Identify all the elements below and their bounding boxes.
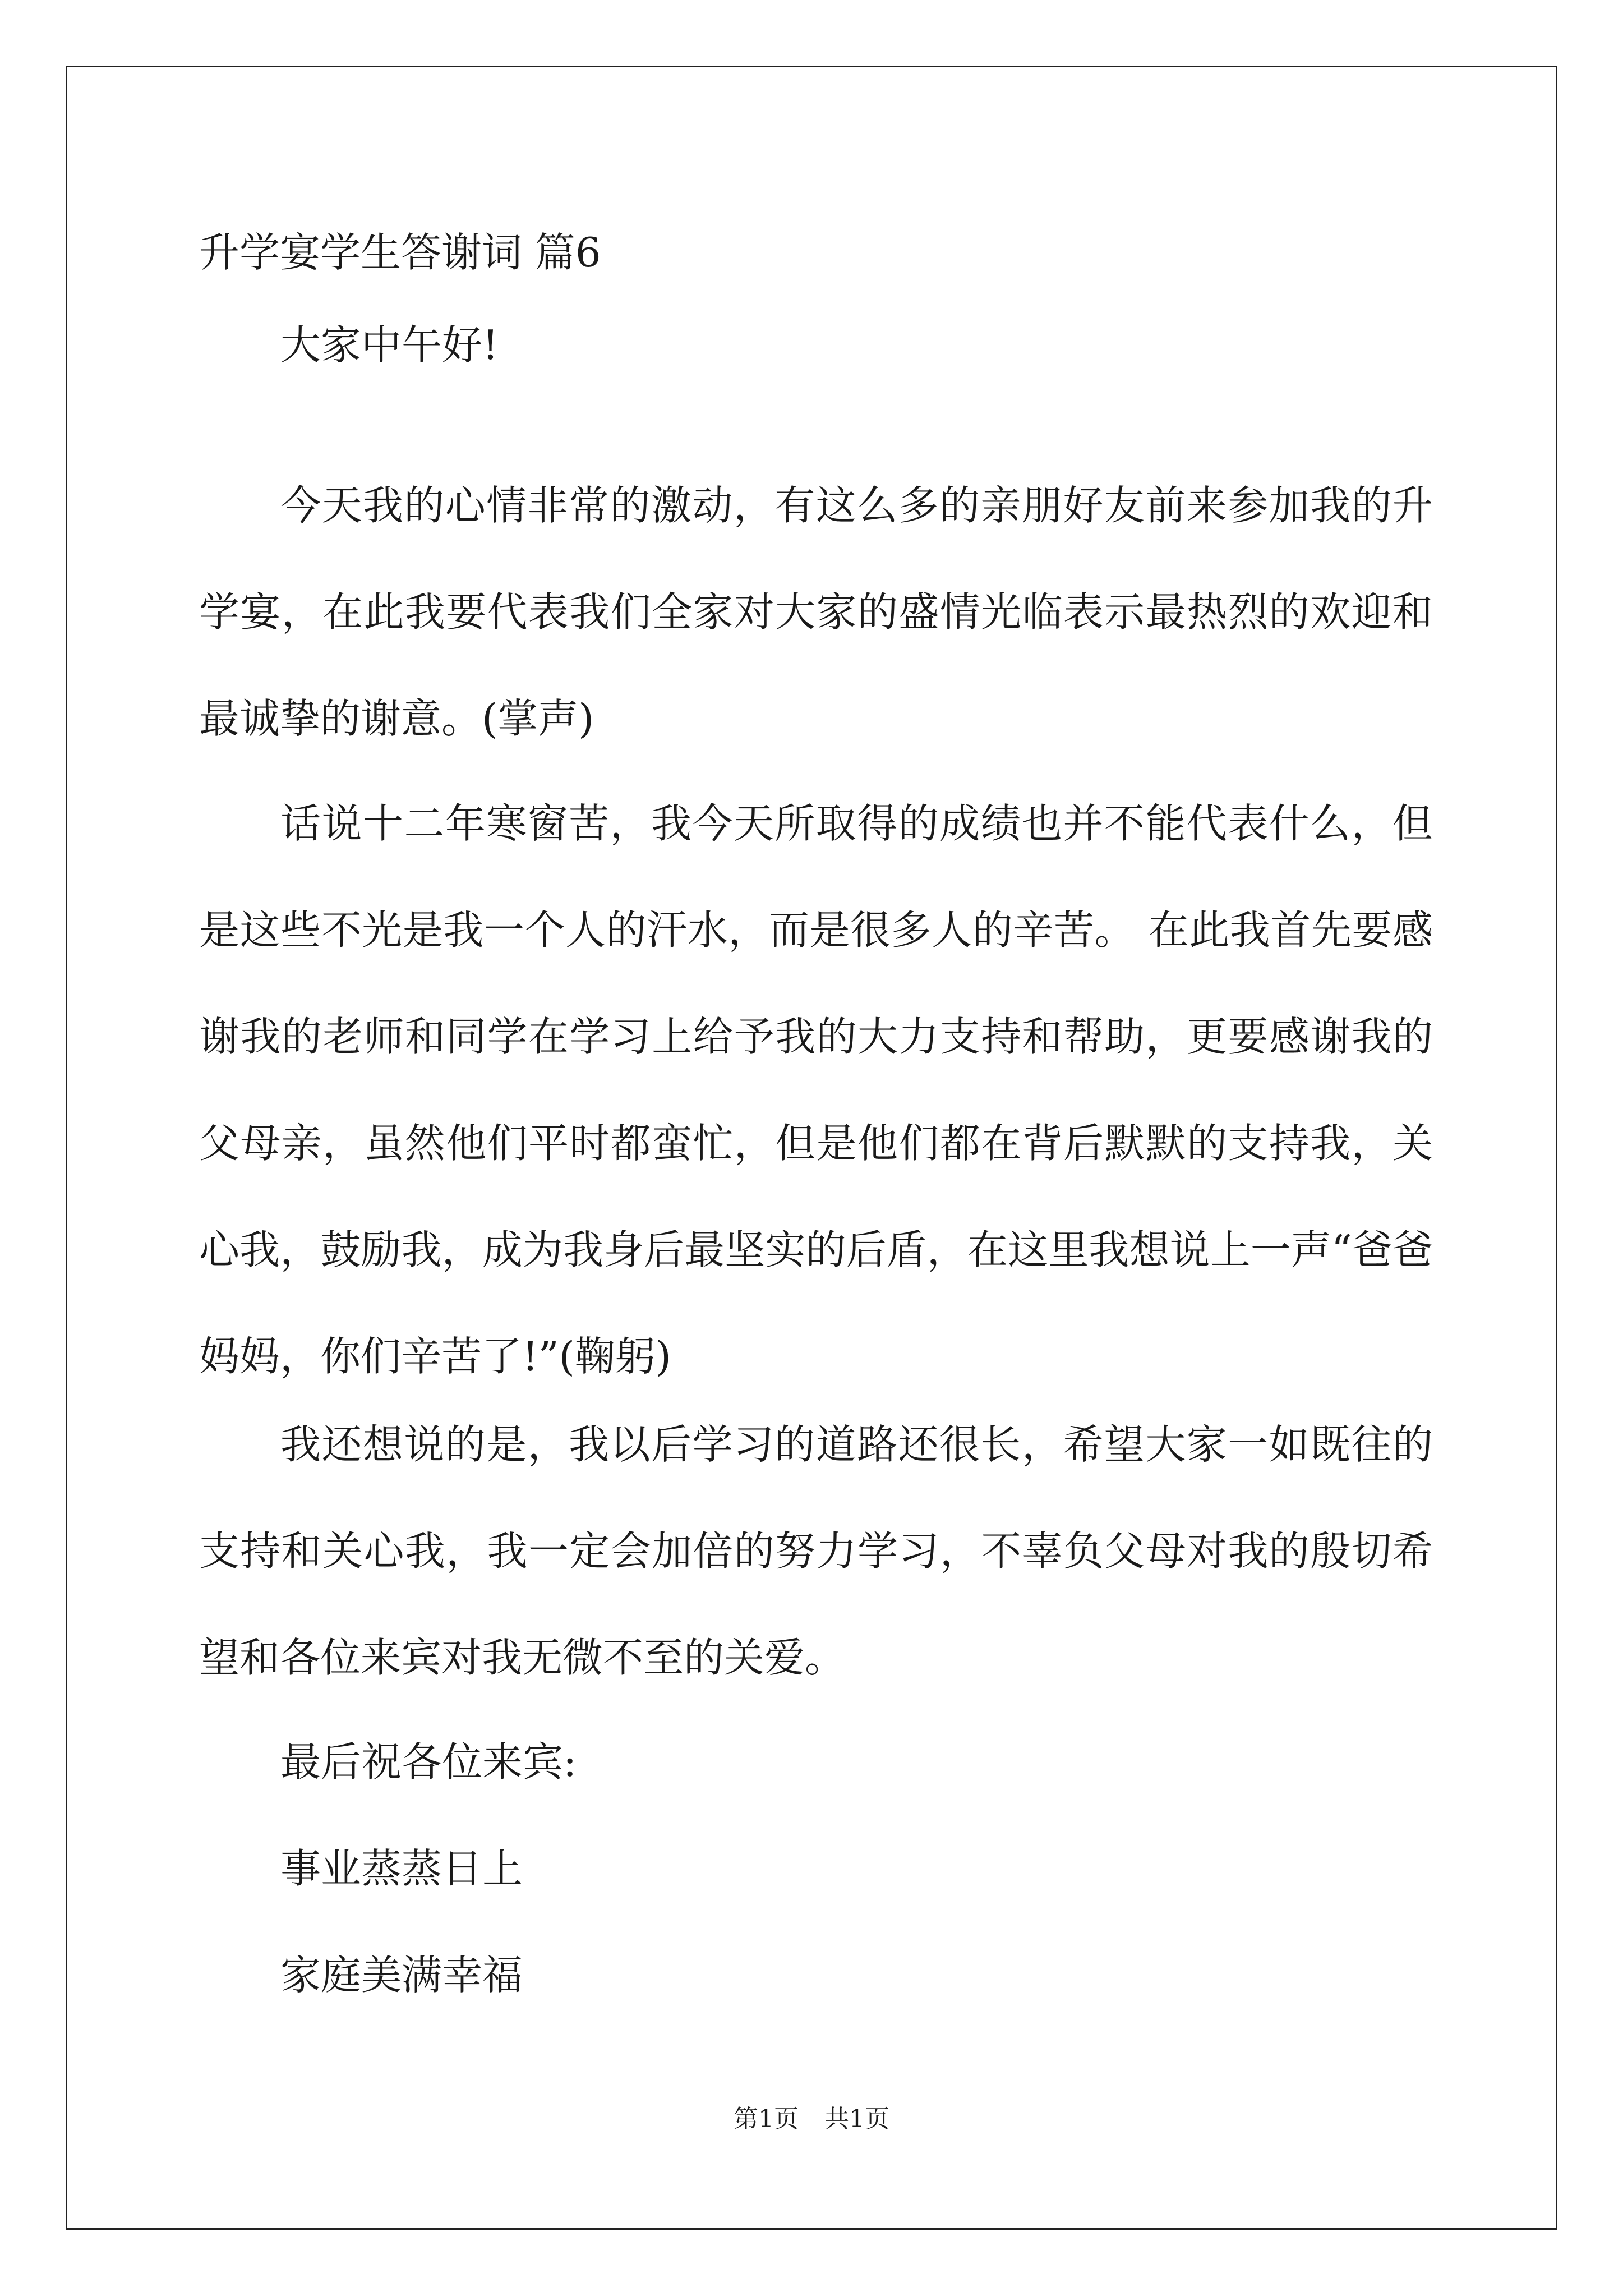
page-footer <box>0 2102 1623 2136</box>
paragraph-1: 今天我的心情非常的激动，有这么多的亲朋好友前来参加我的升学宴，在此我要代表我们全家对大家的盛情光临表示最热烈的欢迎和最诚挚的谢意。(掌声) <box>199 482 1433 742</box>
paragraph-3: 我还想说的是，我以后学习的道路还很长，希望大家一如既往的支持和关心我，我一定会加倍的努力学习，不辜负父母对我的殷切希望和各位来宾对我无微不至的关爱。 <box>199 1421 1433 1681</box>
wish-line-2: 家庭美满幸福 <box>280 1952 523 1999</box>
page-number: 第1页 <box>734 2105 799 2133</box>
wish-line-1: 事业蒸蒸日上 <box>280 1845 523 1892</box>
page-total: 共1页 <box>824 2105 889 2133</box>
greeting-paragraph: 大家中午好! <box>280 321 499 369</box>
closing-line: 最后祝各位来宾: <box>280 1738 577 1786</box>
paragraph-2: 话说十二年寒窗苦，我今天所取得的成绩也并不能代表什么，但是这些不光是我一个人的汗水，而是很多人的辛苦。 在此我首先要感谢我的老师和同学在学习上给予我的大力支持和帮助，更要感谢我的父母亲，虽然他们平时都蛮忙，但是他们都在背后默默的支持我，关心我，鼓励我，成为我身后最坚实的后盾，在这里我想说上一声“爸爸妈妈，你们辛苦了!”(鞠躬) <box>199 800 1433 1380</box>
document-title: 升学宴学生答谢词 篇6 <box>199 229 601 276</box>
